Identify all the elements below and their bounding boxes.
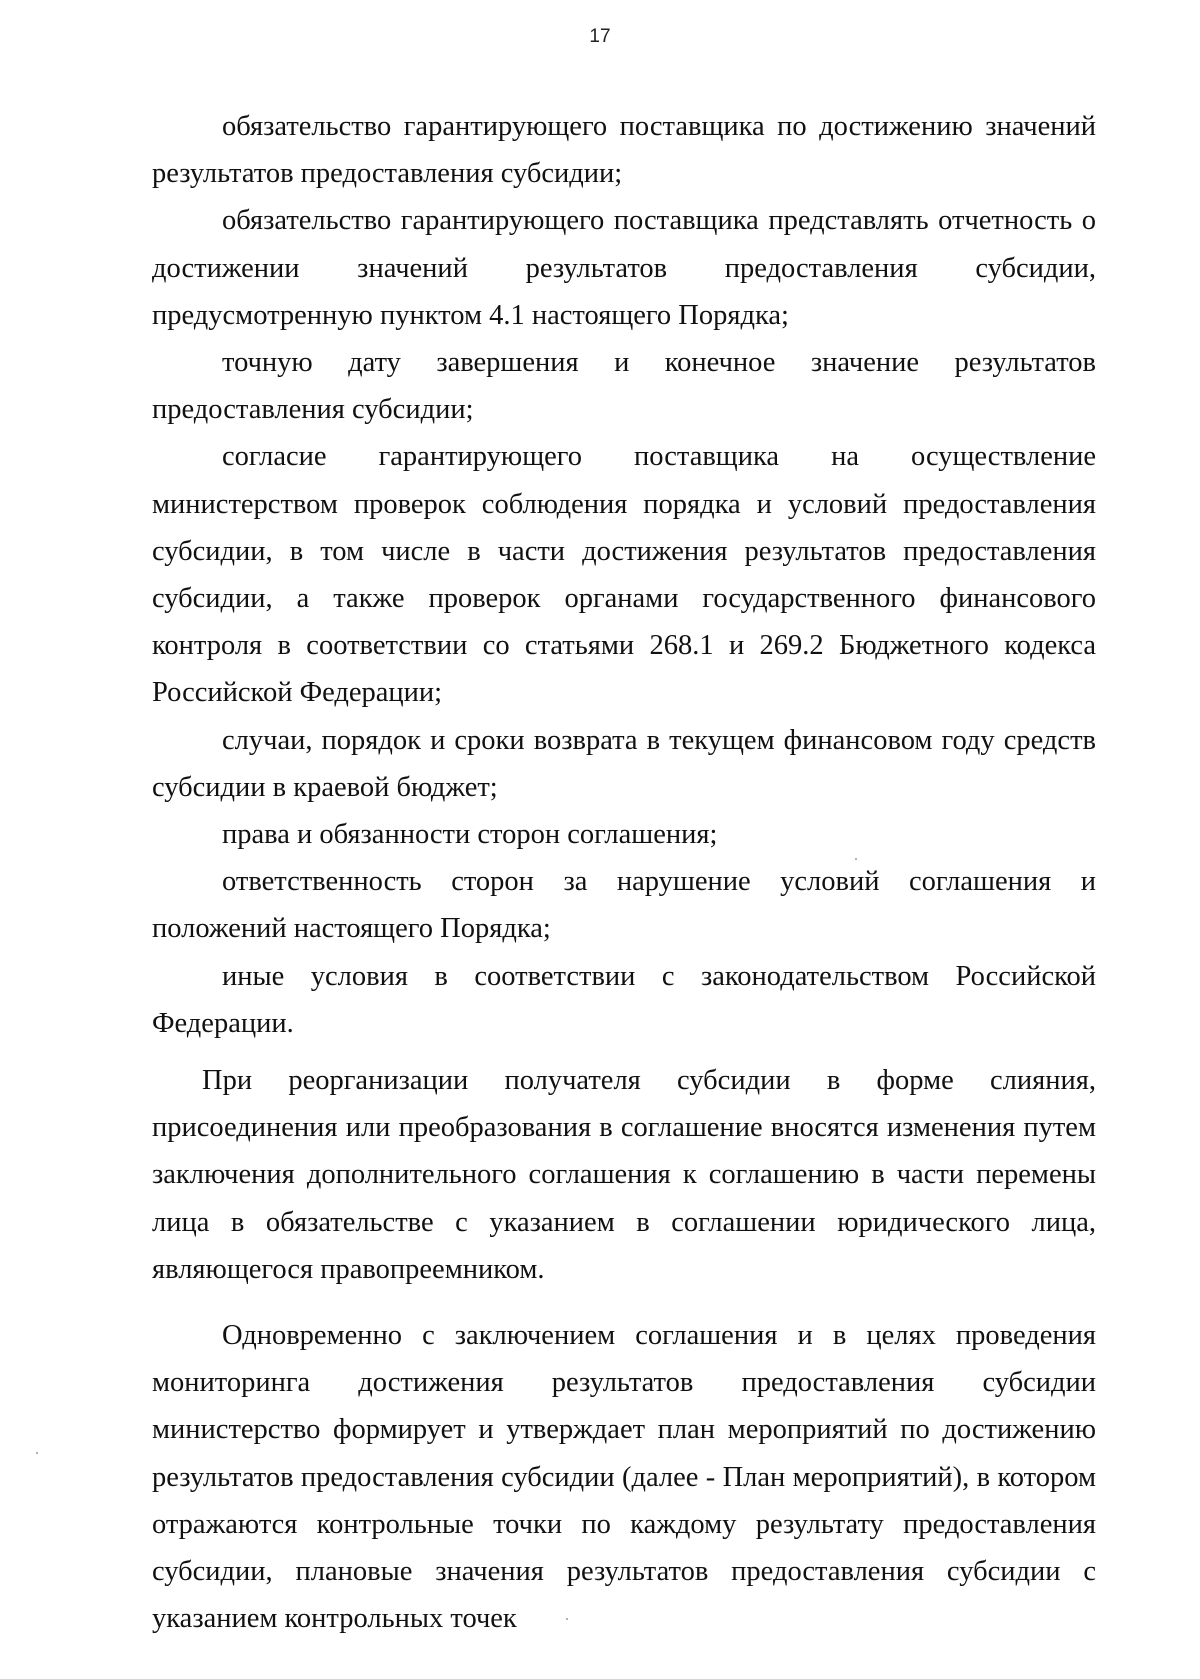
page-number: 17	[589, 26, 611, 47]
paragraph-3: точную дату завершения и конечное значение результатов предоставления субсидии;	[152, 347, 1096, 426]
scan-speck	[855, 858, 857, 860]
paragraph-2: обязательство гарантирующего поставщика представлять отчетность о достижении значений результатов предоставления субсидии, предусмотренную пунктом 4.1 настоящего Порядка;	[152, 205, 1096, 331]
paragraph-6: права и обязанности сторон соглашения;	[222, 819, 718, 851]
paragraph-8: иные условия в соответствии с законодательством Российской Федерации.	[152, 960, 1096, 1039]
paragraph-5: случаи, порядок и сроки возврата в текущем финансовом году средств субсидии в краевой бюджет;	[152, 724, 1096, 803]
paragraph-7: ответственность сторон за нарушение условий соглашения и положений настоящего Порядка;	[152, 866, 1096, 945]
document-body	[152, 103, 1096, 1643]
paragraph-9: При реорганизации получателя субсидии в форме слияния, присоединения или преобразования в соглашение вносятся изменения путем заключения дополнительного соглашения к соглашению в части перемены лица в обязательстве с указанием в соглашении юридического лица, являющегося правопреемником.	[152, 1065, 1096, 1285]
scan-speck	[566, 1618, 568, 1620]
paragraph-10: Одновременно с заключением соглашения и в целях проведения мониторинга достижения результатов предоставления субсидии министерство формирует и утверждает план мероприятий по достижению результатов предоставления субсидии (далее - План мероприятий), в котором отражаются контрольные точки по каждому результату предоставления субсидии, плановые значения результатов предоставления субсидии с указанием контрольных точек	[152, 1320, 1096, 1635]
paragraph-1: обязательство гарантирующего поставщика по достижению значений результатов предоставления субсидии;	[152, 111, 1096, 190]
scan-speck	[36, 1452, 38, 1454]
paragraph-4: согласие гарантирующего поставщика на осуществление министерством проверок соблюдения порядка и условий предоставления субсидии, в том числе в части достижения результатов предоставления субсидии, а также проверок органами государственного финансового контроля в соответствии со статьями 268.1 и 269.2 Бюджетного кодекса Российской Федерации;	[152, 441, 1096, 709]
